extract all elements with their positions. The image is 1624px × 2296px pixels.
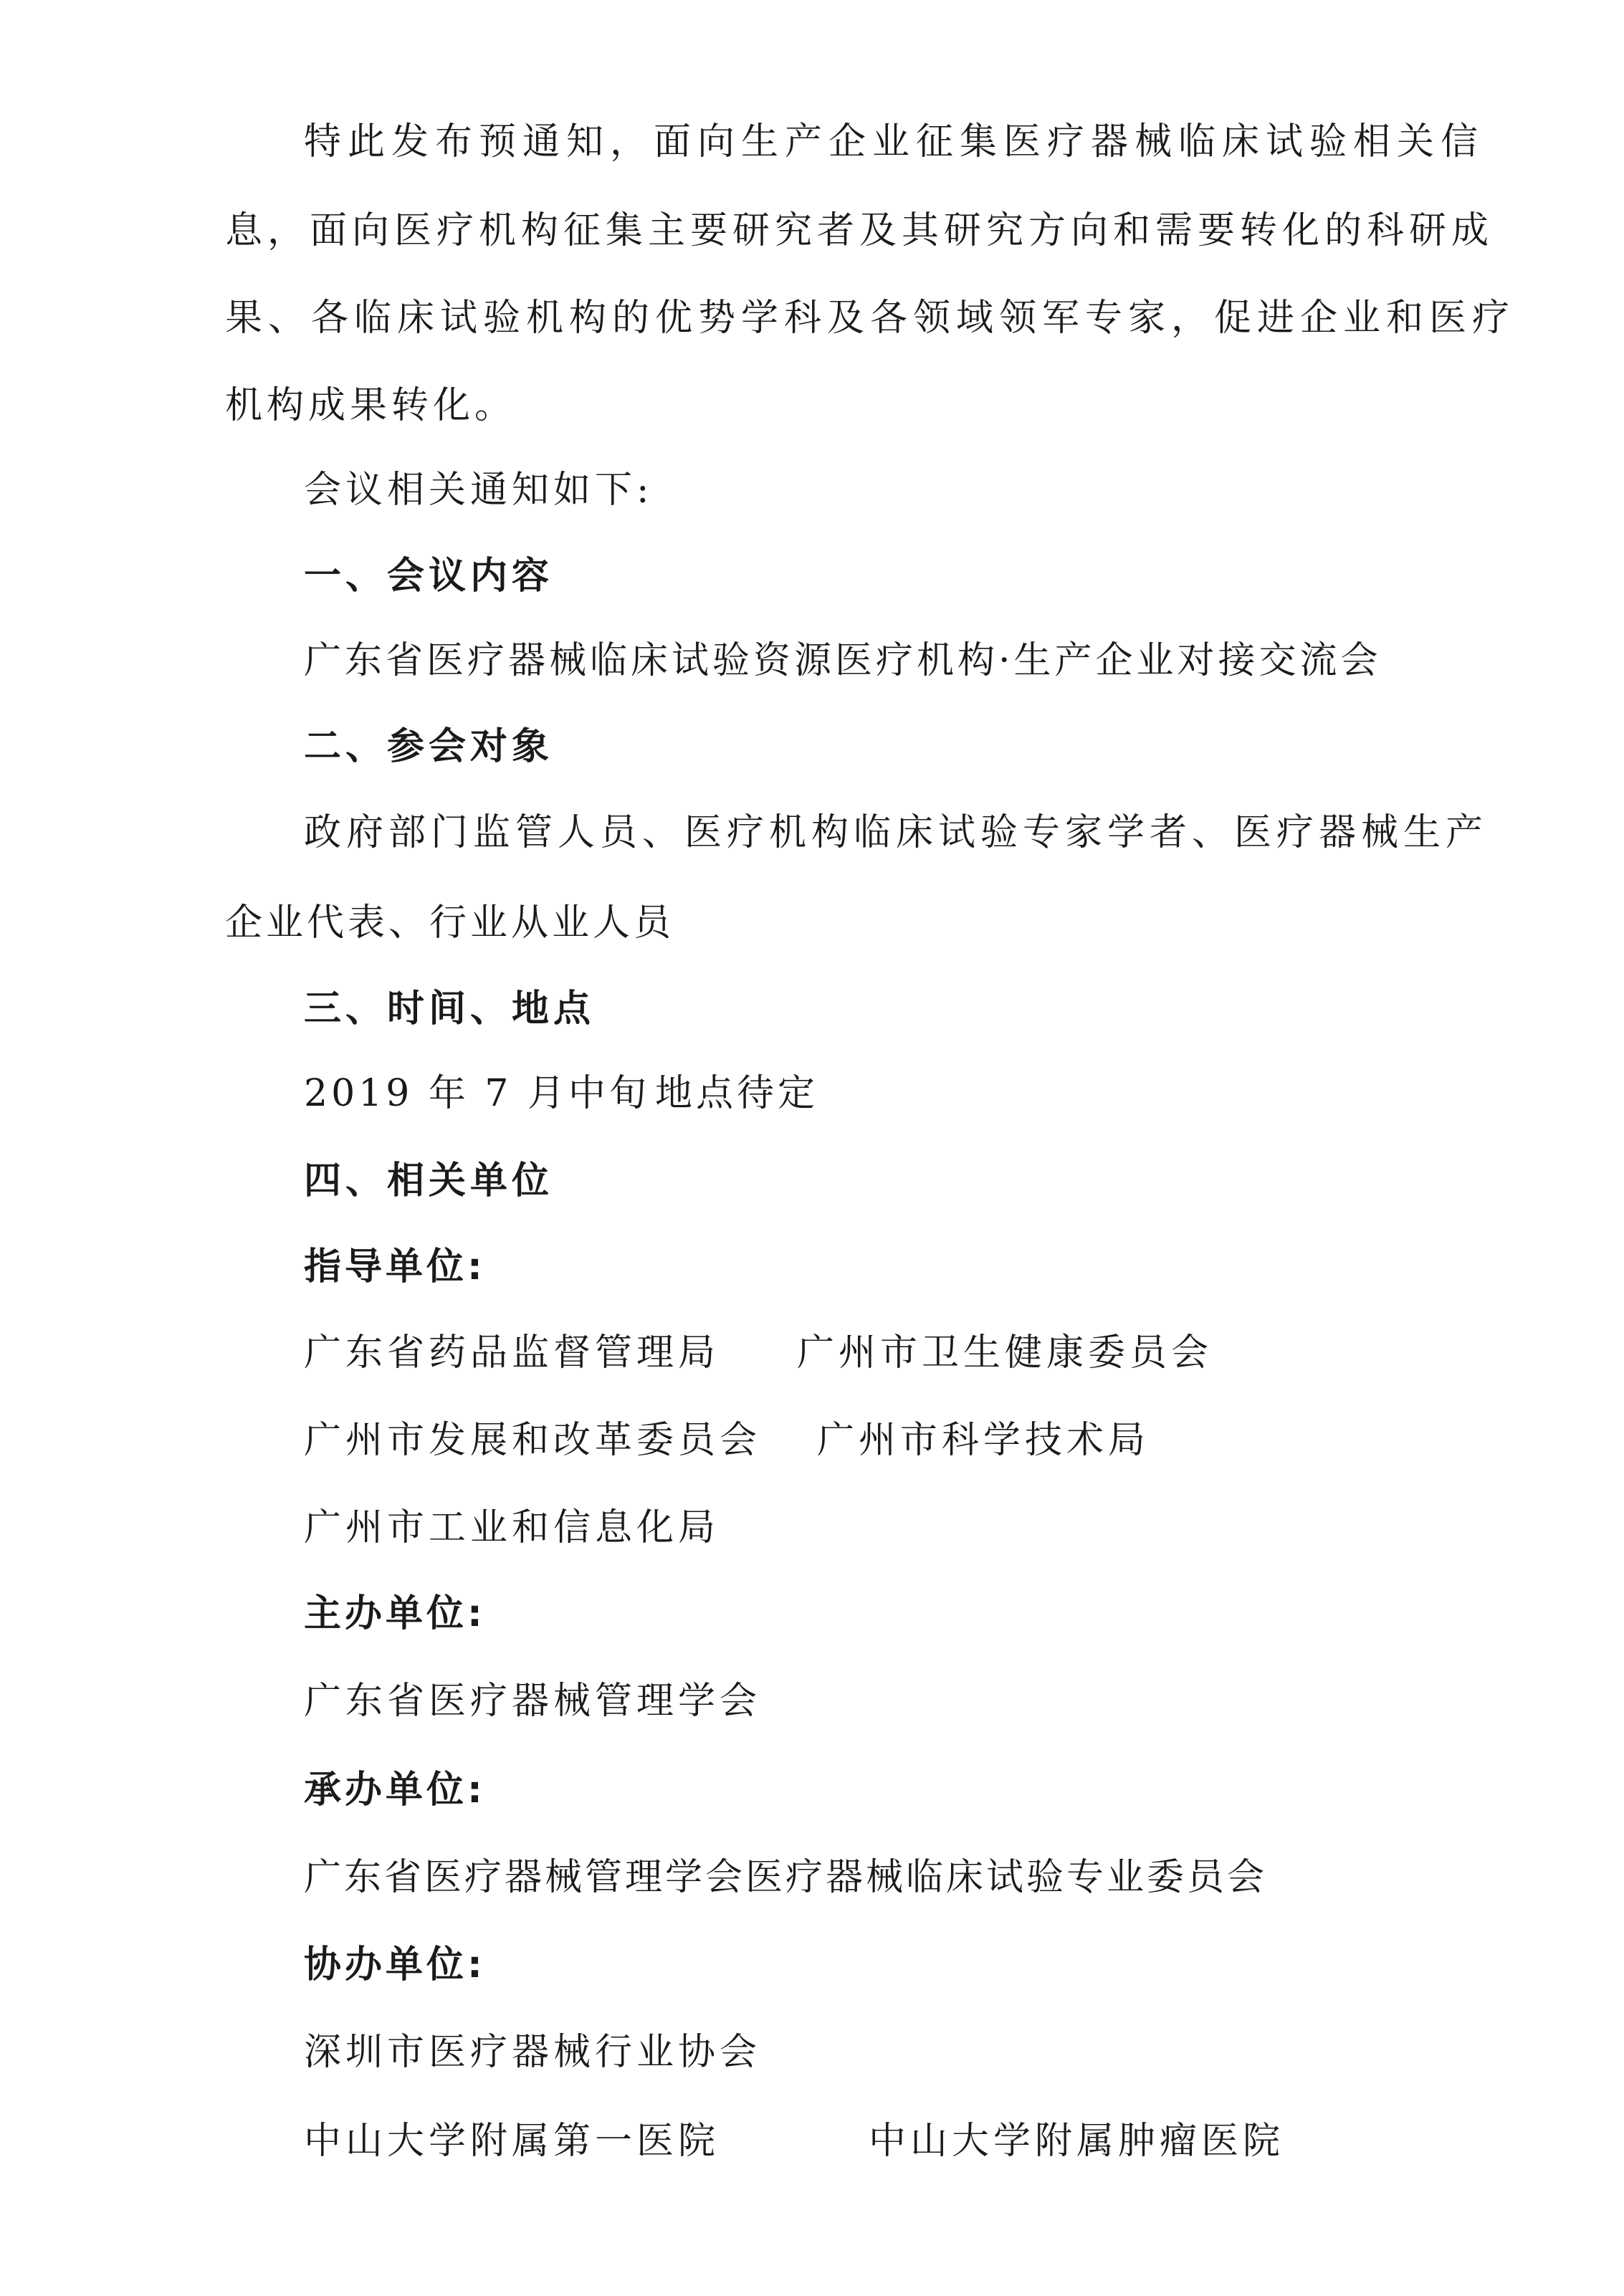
organizer-unit: 广东省医疗器械管理学会医疗器械临床试验专业委员会 — [304, 1856, 1268, 1899]
section-heading-time-place: 三、时间、地点 — [304, 987, 596, 1030]
intro-line-4: 机构成果转化。 — [225, 384, 517, 427]
co-organizer-unit: 中山大学附属第一医院 — [304, 2120, 720, 2163]
intro-line-1: 特此发布预通知，面向生产企业征集医疗器械临床试验相关信 — [304, 120, 1485, 163]
host-unit: 广东省医疗器械管理学会 — [304, 1680, 762, 1723]
meeting-date: 2019 年 7 月中旬 — [304, 1072, 651, 1115]
time-place-line — [304, 1071, 818, 1116]
participants-line-2: 企业代表、行业从业人员 — [225, 901, 675, 944]
section-heading-units: 四、相关单位 — [304, 1159, 554, 1202]
meeting-title: 广东省医疗器械临床试验资源医疗机构·生产企业对接交流会 — [304, 639, 1382, 682]
host-label: 主办单位: — [304, 1592, 486, 1635]
organizer-label: 承办单位: — [304, 1769, 486, 1812]
intro-line-2: 息，面向医疗机构征集主要研究者及其研究方向和需要转化的科研成 — [225, 209, 1494, 252]
guidance-unit: 广州市发展和改革委员会 — [304, 1419, 762, 1462]
guidance-unit: 广州市科学技术局 — [817, 1419, 1150, 1462]
guidance-unit: 广州市工业和信息化局 — [304, 1506, 720, 1549]
guidance-unit: 广州市卫生健康委员会 — [797, 1331, 1213, 1374]
co-organizer-label: 协办单位: — [304, 1943, 486, 1986]
section-heading-participants: 二、参会对象 — [304, 725, 554, 768]
guidance-unit: 广东省药品监督管理局 — [304, 1331, 720, 1374]
guidance-label: 指导单位: — [304, 1245, 486, 1288]
meeting-location: 地点待定 — [655, 1072, 819, 1115]
co-organizer-unit: 中山大学附属肿瘤医院 — [869, 2120, 1285, 2163]
section-heading-content: 一、会议内容 — [304, 555, 554, 598]
co-organizer-unit: 深圳市医疗器械行业协会 — [304, 2031, 762, 2074]
notice-intro: 会议相关通知如下: — [304, 469, 654, 512]
intro-line-3: 果、各临床试验机构的优势学科及各领域领军专家，促进企业和医疗 — [225, 297, 1516, 340]
participants-line-1: 政府部门监管人员、医疗机构临床试验专家学者、医疗器械生产 — [304, 811, 1489, 854]
